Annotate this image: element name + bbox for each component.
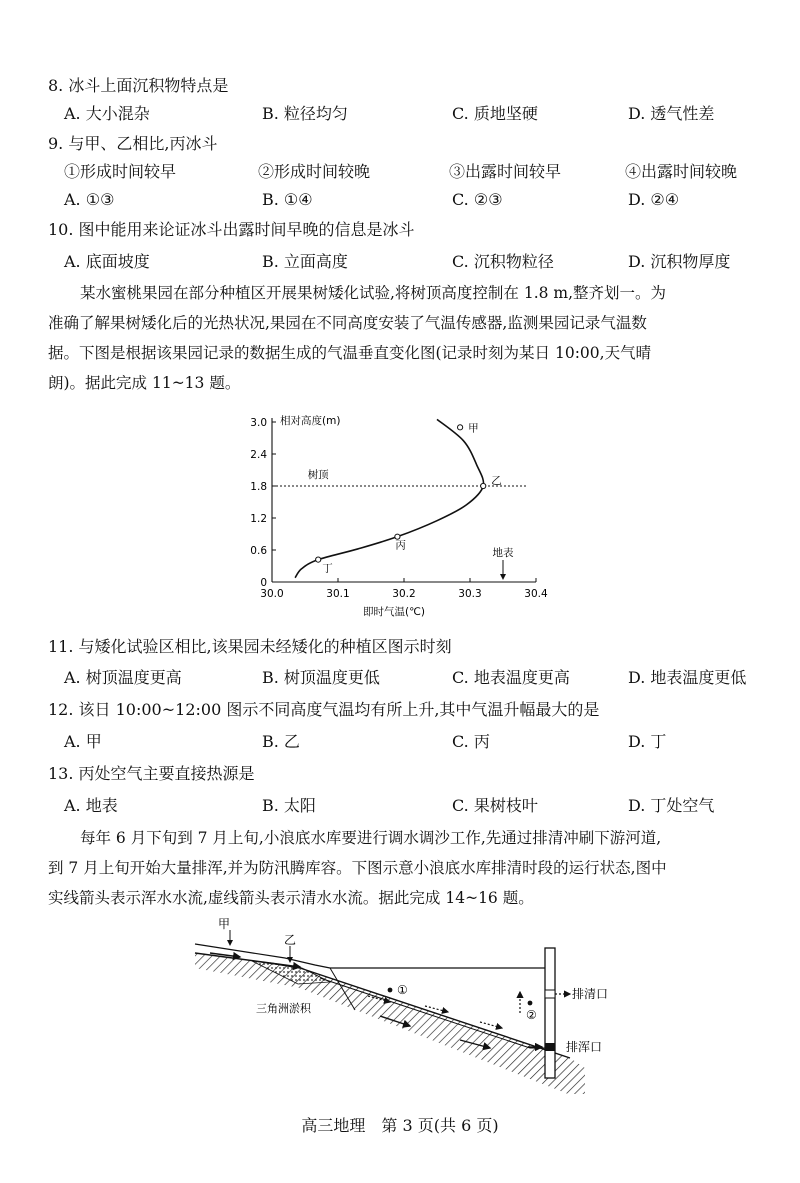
q12-option-a: A. 甲	[64, 732, 102, 751]
point-marker-1	[481, 483, 486, 488]
label-clear-outlet: 排清口	[572, 987, 609, 1001]
point-1-marker	[388, 988, 393, 993]
q8-option-d: D. 透气性差	[628, 104, 715, 123]
q9-statement-4: ④出露时间较晚	[625, 162, 738, 181]
q9-stem: 9. 与甲、乙相比,丙冰斗	[48, 134, 218, 153]
point-label-3: 丁	[322, 562, 333, 575]
reservoir-diagram	[190, 918, 610, 1098]
x-tick-label-0: 30.0	[260, 588, 284, 600]
q13-option-b: B. 太阳	[262, 796, 316, 815]
y-tick-label-4: 2.4	[250, 449, 267, 461]
q10-option-b: B. 立面高度	[262, 252, 348, 271]
point-2-marker	[528, 1001, 533, 1006]
clear-arrow-3	[480, 1022, 502, 1028]
passage-2-line-2: 到 7 月上旬开始大量排浑,并为防汛腾库容。下图示意小浪底水库排清时段的运行状态,图中	[48, 859, 667, 877]
q12-option-d: D. 丁	[628, 732, 667, 751]
q10-stem: 10. 图中能用来论证冰斗出露时间早晚的信息是冰斗	[48, 220, 415, 239]
q8-option-a: A. 大小混杂	[64, 104, 150, 123]
q9-option-a: A. ①③	[64, 190, 115, 209]
y-tick-label-0: 0	[260, 577, 267, 589]
q12-option-b: B. 乙	[262, 732, 300, 751]
label-point-2: ②	[526, 1008, 537, 1022]
q9-statement-1: ①形成时间较早	[64, 162, 177, 181]
passage-2	[48, 823, 758, 913]
q9-statement-2: ②形成时间较晚	[258, 162, 371, 181]
q10-option-c: C. 沉积物粒径	[452, 252, 554, 271]
passage-2-line-3: 实线箭头表示浑水水流,虚线箭头表示清水水流。据此完成 14~16 题。	[48, 889, 534, 907]
y-tick-label-3: 1.8	[250, 481, 267, 493]
q13-option-a: A. 地表	[64, 796, 118, 815]
point-marker-3	[316, 557, 321, 562]
point-marker-0	[458, 425, 463, 430]
x-tick-label-4: 30.4	[524, 588, 548, 600]
muddy-outlet-gate	[545, 1043, 555, 1051]
passage-1-line-2: 准确了解果树矮化后的光热状况,果园在不同高度安装了气温传感器,监测果园记录气温数	[48, 314, 647, 332]
q11-option-b: B. 树顶温度更低	[262, 668, 380, 687]
x-tick-label-3: 30.3	[458, 588, 482, 600]
passage-1-line-1: 某水蜜桃果园在部分种植区开展果树矮化试验,将树顶高度控制在 1.8 m,整齐划一。为	[80, 284, 667, 302]
label-jia: 甲	[218, 918, 231, 931]
q12-option-c: C. 丙	[452, 732, 490, 751]
x-axis-label: 即时气温(℃)	[363, 606, 425, 618]
label-delta: 三角洲淤积	[256, 1002, 311, 1015]
x-tick-label-1: 30.1	[326, 588, 350, 600]
q12-stem: 12. 该日 10:00~12:00 图示不同高度气温均有所上升,其中气温升幅最大的是	[48, 700, 600, 719]
label-yi: 乙	[284, 933, 297, 947]
passage-1	[48, 278, 758, 398]
label-point-1: ①	[397, 983, 408, 997]
q11-stem: 11. 与矮化试验区相比,该果园未经矮化的种植区图示时刻	[48, 637, 452, 656]
point-label-1: 乙	[491, 475, 502, 487]
point-label-0: 甲	[468, 422, 479, 435]
q11-option-c: C. 地表温度更高	[452, 668, 570, 687]
q9-option-d: D. ②④	[628, 190, 680, 209]
passage-1-line-3: 据。下图是根据该果园记录的数据生成的气温垂直变化图(记录时刻为某日 10:00,天气晴	[48, 344, 652, 362]
y-tick-label-1: 0.6	[250, 545, 267, 557]
q10-option-d: D. 沉积物厚度	[628, 252, 731, 271]
page-footer: 高三地理 第 3 页(共 6 页)	[301, 1116, 499, 1135]
q13-stem: 13. 丙处空气主要直接热源是	[48, 764, 255, 783]
q8-option-b: B. 粒径均匀	[262, 104, 348, 123]
q9-option-c: C. ②③	[452, 190, 503, 209]
ground-arrow-head	[500, 574, 506, 580]
passage-1-line-4: 朗)。据此完成 11~13 题。	[48, 374, 241, 392]
label-muddy-outlet: 排浑口	[566, 1040, 603, 1054]
q11-option-a: A. 树顶温度更高	[64, 668, 182, 687]
q8-stem: 8. 冰斗上面沉积物特点是	[48, 76, 229, 95]
ground-label: 地表	[492, 547, 514, 559]
q8-option-c: C. 质地坚硬	[452, 104, 538, 123]
clear-outlet-gate	[545, 990, 555, 998]
q9-statement-3: ③出露时间较早	[449, 162, 562, 181]
point-label-2: 丙	[395, 539, 406, 552]
temperature-curve	[295, 419, 483, 577]
q9-option-b: B. ①④	[262, 190, 313, 209]
y-axis-label: 相对高度(m)	[280, 415, 341, 427]
passage-2-line-1: 每年 6 月下旬到 7 月上旬,小浪底水库要进行调水调沙工作,先通过排清冲刷下游河道,	[80, 829, 662, 847]
q13-option-c: C. 果树枝叶	[452, 796, 538, 815]
riverbed-ground	[195, 953, 585, 1094]
tree-top-label: 树顶	[307, 469, 329, 481]
temperature-profile-chart	[240, 410, 560, 625]
x-tick-label-2: 30.2	[392, 588, 416, 600]
y-tick-label-2: 1.2	[250, 513, 267, 525]
q13-option-d: D. 丁处空气	[628, 796, 715, 815]
dam	[545, 948, 555, 1078]
q10-option-a: A. 底面坡度	[64, 252, 150, 271]
q11-option-d: D. 地表温度更低	[628, 668, 747, 687]
y-tick-label-5: 3.0	[250, 417, 267, 429]
point-marker-2	[395, 534, 400, 539]
